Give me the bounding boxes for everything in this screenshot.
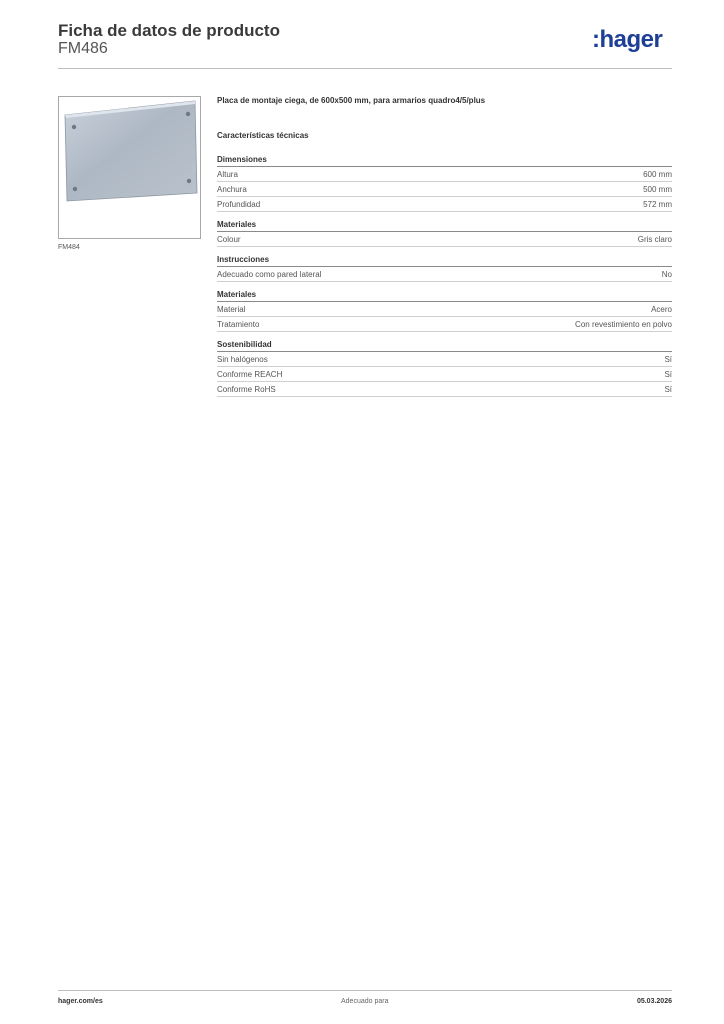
spec-row bbox=[217, 352, 672, 367]
spec-row bbox=[217, 182, 672, 197]
spec-row bbox=[217, 382, 672, 397]
mounting-plate-illustration bbox=[59, 97, 200, 238]
spec-value: 500 mm bbox=[643, 185, 672, 194]
product-image bbox=[58, 96, 201, 239]
hager-logo[interactable]: :hager bbox=[592, 26, 663, 53]
spec-sections bbox=[217, 155, 672, 397]
spec-row bbox=[217, 167, 672, 182]
footer-website-link[interactable]: hager.com/es bbox=[58, 998, 103, 1005]
footer-suitable-for: Adecuado para bbox=[341, 998, 389, 1005]
section-title: Sostenibilidad bbox=[217, 340, 672, 352]
spec-section bbox=[217, 155, 672, 212]
spec-label: Adecuado como pared lateral bbox=[217, 270, 322, 279]
spec-label: Material bbox=[217, 305, 246, 314]
spec-label: Sin halógenos bbox=[217, 355, 268, 364]
spec-value: Gris claro bbox=[637, 235, 672, 244]
page-title: Ficha de datos de producto bbox=[58, 21, 280, 40]
spec-row bbox=[217, 197, 672, 212]
footer-date: 05.03.2026 bbox=[636, 998, 672, 1005]
spec-row bbox=[217, 317, 672, 332]
spec-section bbox=[217, 220, 672, 247]
spec-label: Conforme RoHS bbox=[217, 385, 276, 394]
spec-row bbox=[217, 367, 672, 382]
spec-label: Altura bbox=[217, 170, 238, 179]
spec-row bbox=[217, 267, 672, 282]
spec-section bbox=[217, 290, 672, 332]
spec-section bbox=[217, 340, 672, 397]
section-title: Instrucciones bbox=[217, 255, 672, 267]
spec-value: Sí bbox=[664, 355, 672, 364]
section-title: Materiales bbox=[217, 290, 672, 302]
spec-row bbox=[217, 302, 672, 317]
section-title: Materiales bbox=[217, 220, 672, 232]
technical-heading: Características técnicas bbox=[217, 131, 309, 140]
footer-divider bbox=[58, 990, 672, 991]
spec-value: Sí bbox=[664, 370, 672, 379]
spec-value: 600 mm bbox=[643, 170, 672, 179]
spec-section bbox=[217, 255, 672, 282]
spec-label: Tratamiento bbox=[217, 320, 260, 329]
spec-value: Con revestimiento en polvo bbox=[575, 320, 672, 329]
product-description: Placa de montaje ciega, de 600x500 mm, para armarios quadro4/5/plus bbox=[217, 96, 486, 105]
spec-label: Profundidad bbox=[217, 200, 261, 209]
header-divider bbox=[58, 68, 672, 69]
spec-label: Conforme REACH bbox=[217, 370, 283, 379]
spec-value: No bbox=[661, 270, 672, 279]
spec-value: Acero bbox=[651, 305, 672, 314]
product-details bbox=[217, 96, 672, 405]
spec-value: Sí bbox=[664, 385, 672, 394]
spec-value: 572 mm bbox=[643, 200, 672, 209]
section-title: Dimensiones bbox=[217, 155, 672, 167]
spec-label: Anchura bbox=[217, 185, 247, 194]
spec-row bbox=[217, 232, 672, 247]
spec-label: Colour bbox=[217, 235, 241, 244]
product-code: FM486 bbox=[58, 40, 108, 57]
image-caption: FM484 bbox=[58, 244, 80, 251]
